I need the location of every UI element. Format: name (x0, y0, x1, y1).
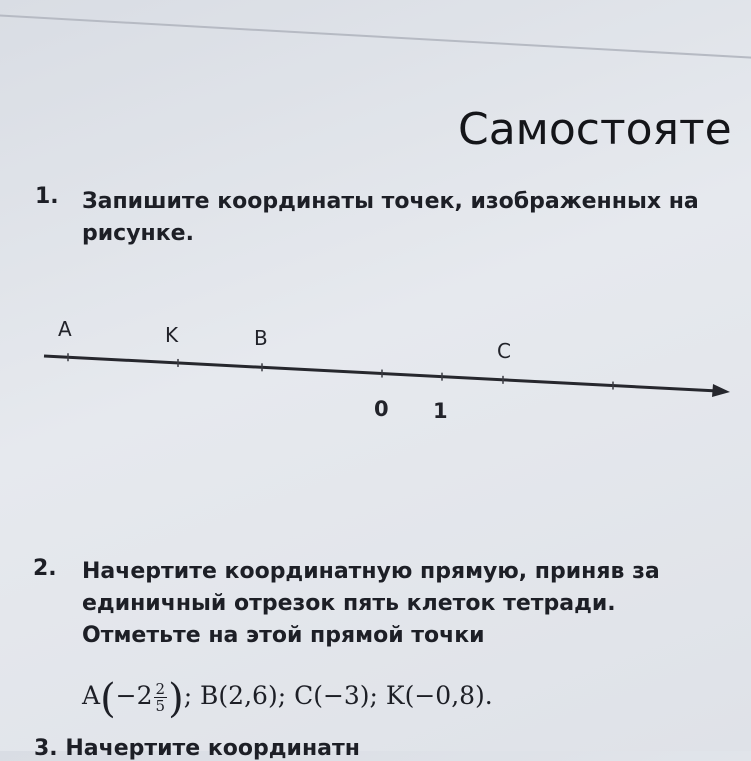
task-3-text: Начертите координатн (65, 736, 360, 761)
formula-point-a-fraction (154, 681, 168, 714)
number-line-arrow (712, 384, 730, 397)
number-line-axis (44, 356, 718, 391)
worksheet-title: Самостояте (458, 104, 732, 155)
unit-label: 1 (433, 399, 448, 423)
formula-point-a-whole: −2 (115, 681, 153, 710)
origin-label: 0 (374, 397, 389, 421)
fraction-denominator: 5 (155, 697, 166, 715)
point-b-label: B (254, 326, 268, 350)
task-3-cut-off (34, 736, 360, 761)
task-1-text: Запишите координаты точек, изображенных на рисунке. (82, 189, 699, 246)
task-1-number: 1. (35, 184, 59, 209)
task-2-text: Начертите координатную прямую, приняв за единичный отрезок пять клеток тетради. Отметьте на этой прямой точки (82, 559, 660, 648)
point-k-label: K (165, 323, 179, 347)
formula-point-a-letter: A (82, 681, 101, 710)
point-c-label: C (497, 339, 511, 363)
task-3-number: 3. (34, 736, 58, 761)
point-a-label: A (58, 317, 72, 341)
fraction-numerator: 2 (155, 680, 166, 698)
task-2-number: 2. (33, 556, 57, 581)
formula-remaining-points: ; B(2,6); C(−3); K(−0,8). (183, 681, 493, 710)
task-2-points-formula: A(−2 $\frac{2}{5}$ ); B(2,6); C(−3); K(−0,8). (82, 676, 493, 722)
number-line-figure (0, 280, 751, 430)
page-top-rule (0, 14, 751, 60)
